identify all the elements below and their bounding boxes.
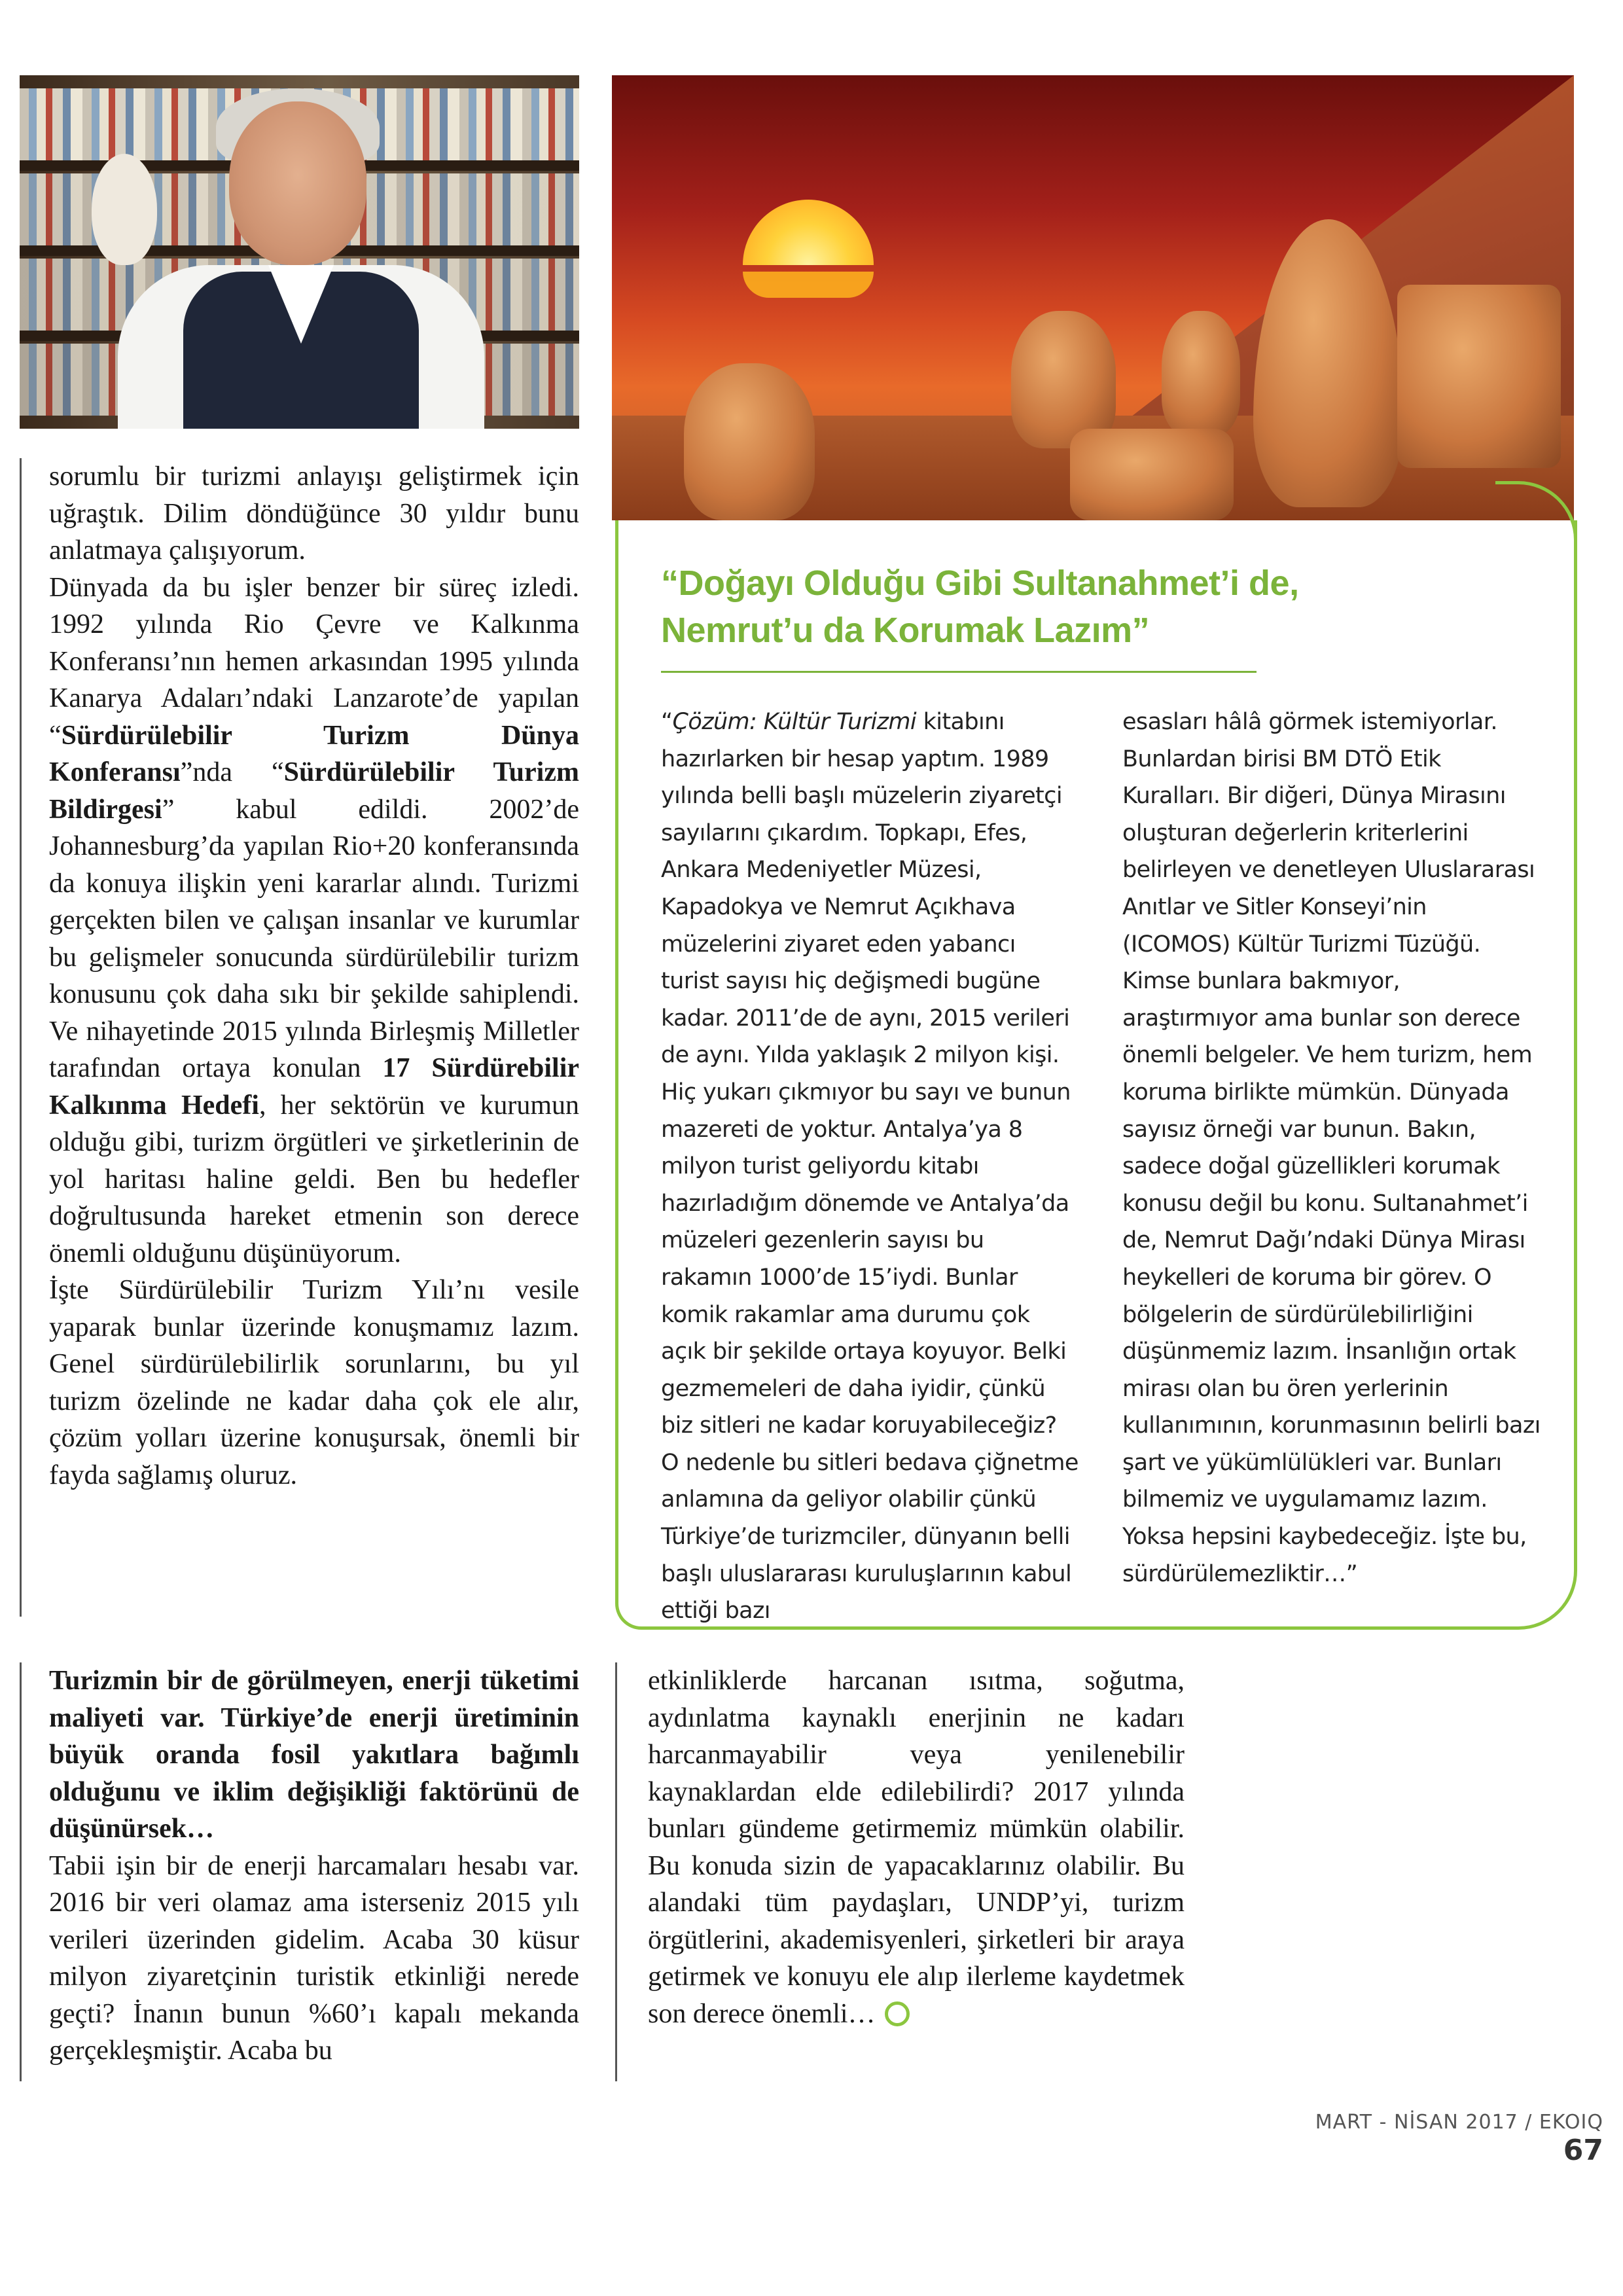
paragraph: sorumlu bir turizmi anlayışı geliştirmek için uğraştık. Dilim döndüğünce 30 yıldır bunu anlatmaya çalışıyorum. xyxy=(49,461,579,565)
column-rule xyxy=(615,1662,617,2081)
body-text-column-left xyxy=(49,458,579,1494)
pull-quote-title: “Doğayı Olduğu Gibi Sultanahmet’i de, Nemrut’u da Korumak Lazım” xyxy=(661,564,1299,650)
body-text-column-middle xyxy=(648,1662,1185,2032)
issue-label: MART - NİSAN 2017 / EKOIQ xyxy=(1315,2111,1603,2134)
interview-question: Turizmin bir de görülmeyen, enerji tüketimi maliyeti var. Türkiye’de enerji üretiminin büyük oranda fosil yakıtlara bağımlı olduğunu ve iklim değişikliği faktörünü de düşünürsek… xyxy=(49,1666,579,1844)
statue-head xyxy=(1011,311,1116,448)
column-rule xyxy=(20,1662,22,2081)
column-rule xyxy=(20,458,22,1617)
circle-end-mark-icon xyxy=(885,2001,910,2026)
body-text-column-left-bottom xyxy=(49,1662,579,2070)
interview-answer: Tabii işin bir de enerji harcamaları hesabı var. 2016 bir veri olamaz ama isterseniz 2015 yılı verileri üzerinden gidelim. Acaba 30 küsur milyon ziyaretçinin turistik etkinliği nerede geçti? İnanın bunun %60’ı kapalı mekanda gerçekleşmiştir. Acaba bu xyxy=(49,1850,579,2066)
page-footer xyxy=(1302,2111,1603,2167)
statue-head xyxy=(1162,311,1240,435)
pull-quote-column-right: esasları hâlâ görmek istemiyorlar. Bunlardan birisi BM DTÖ Etik Kuralları. Bir diğeri, Dünya Mirasını oluşturan değerlerin kriterlerini belirleyen ve denetleyen Uluslararası Anıtlar ve Sitler Konseyi’nin (ICOMOS) Kültür Turizmi Tüzüğü. Kimse bunlara bakmıyor, araştırmıyor ama bunlar son derece önemli belgeler. Ve hem turizm, hem koruma birlikte mümkün. Dünyada sayısız örneği var bunun. Bakın, sadece doğal güzellikleri korumak konusu değil bu konu. Sultanahmet’i de, Nemrut Dağı’ndaki Dünya Mirası heykelleri de koruma bir görev. O bölgelerin de sürdürülebilirliğini düşünmemiz lazım. İnsanlığın ortak mirası olan bu ören yerlerinin kullanımının, korunmasının belirli bazı şart ve yükümlülükleri var. Bunları bilmemiz ve uygulamamız lazım. Yoksa hepsini kaybedeceğiz. İşte bu, sürdürülemezliktir…” xyxy=(1122,709,1541,1587)
statue-block xyxy=(1397,285,1561,468)
nemrut-sunset-photo xyxy=(612,75,1574,520)
portrait-photo xyxy=(20,75,579,429)
sun xyxy=(743,200,874,265)
page-number: 67 xyxy=(1563,2134,1603,2167)
title-underline xyxy=(661,671,1257,673)
statue-head xyxy=(684,363,815,520)
paragraph: İşte Sürdürülebilir Turizm Yılı’nı vesile yaparak bunlar üzerinde konuşmamız lazım. Genel sürdürülebilirlik sorunlarını, bu yıl turizm özelinde ne kadar daha çok ele alır, çözüm yolları üzerine konuşursak, önemli bir fayda sağlamış oluruz. xyxy=(49,1275,579,1490)
paragraph: etkinliklerde harcanan ısıtma, soğutma, aydınlatma kaynaklı enerjinin ne kadarı harcanmayabilir veya yenilenebilir kaynaklardan elde edilebilirdi? 2017 yılında bunları gündeme getirmemiz mümkün olabilir. Bu konuda sizin de yapacaklarınız olabilir. Bu alandaki tüm paydaşları, UNDP’yi, turizm örgütlerini, akademisyenleri, şirketleri bir araya getirmek ve konuyu ele alıp ilerleme kaydetmek son derece önemli… xyxy=(648,1666,1185,2029)
paragraph: Dünyada da bu işler benzer bir süreç izledi. 1992 yılında Rio Çevre ve Kalkınma Konferansı’nın hemen arkasından 1995 yılında Kanarya Adaları’ndaki Lanzarote’de yapılan “Sürdürülebilir Turizm Dünya Konferansı”nda “Sürdürülebilir Turizm Bildirgesi” kabul edildi. 2002’de Johannesburg’da yapılan Rio+20 konferansında da konuya ilişkin yeni kararlar alındı. Turizmi gerçekten bilen ve çalışan insanlar ve kurumlar bu gelişmeler sonucunda sürdürülebilir turizm konusunu çok daha sıkı bir şekilde sahiplendi. Ve nihayetinde 2015 yılında Birleşmiş Milletler tarafından ortaya konulan 17 Sürdürebilir Kalkınma Hedefi, her sektörün ve kurumun olduğu gibi, turizm örgütleri ve şirketlerinin de yol haritası haline geldi. Ben bu hedefler doğrultusunda hareket etmenin son derece önemli olduğunu düşünüyorum. xyxy=(49,572,580,1268)
african-mask xyxy=(92,154,157,265)
pull-quote-column-left: “Çözüm: Kültür Turizmi kitabını hazırlarken bir hesap yaptım. 1989 yılında belli başlı müzelerin ziyaretçi sayılarını çıkardım. Topkapı, Efes, Ankara Medeniyetler Müzesi, Kapadokya ve Nemrut Açıkhava müzelerini ziyaret eden yabancı turist sayısı hiç değişmedi bugüne kadar. 2011’de de aynı, 2015 verileri de aynı. Yılda yaklaşık 2 milyon kişi. Hiç yukarı çıkmıyor bu sayı ve bunun mazereti de yoktur. Antalya’ya 8 milyon turist geliyordu kitabı hazırladığım dönemde ve Antalya’da müzeleri gezenlerin sayısı bu rakamın 1000’de 15’iydi. Bunlar komik rakamlar ama durumu çok açık bir şekilde ortaya koyuyor. Belki gezmemeleri de daha iyidir, çünkü biz sitleri ne kadar koruyabileceğiz? O nedenle bu sitleri bedava çiğnetme anlamına da geliyor olabilir çünkü Türkiye’de turizmciler, dünyanın belli başlı uluslararası kuruluşlarının kabul ettiği bazı xyxy=(661,709,1079,1624)
statue-block xyxy=(1070,429,1234,520)
